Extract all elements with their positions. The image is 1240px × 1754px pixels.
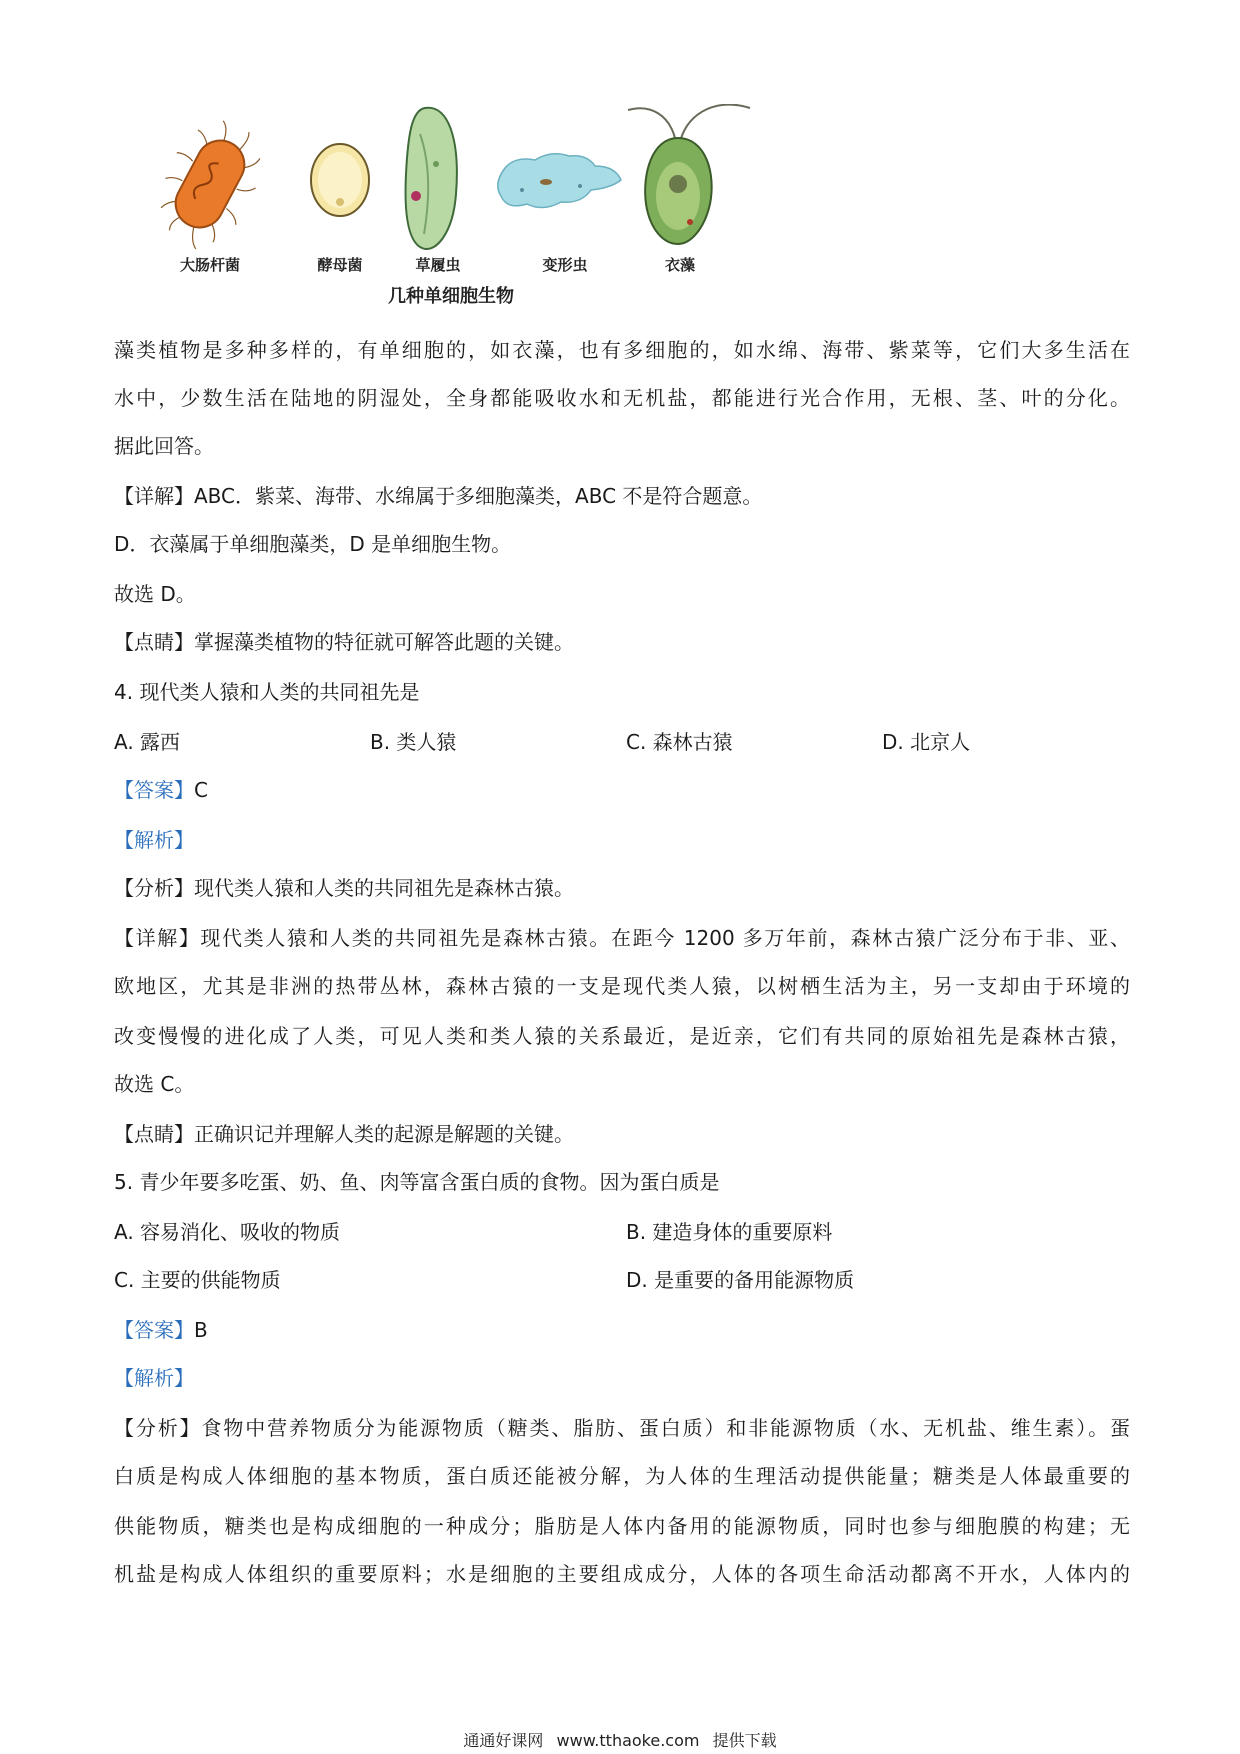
option-d: D. 是重要的备用能源物质 (626, 1268, 855, 1292)
answer-value: B (194, 1318, 208, 1342)
yeast-illustration (311, 144, 369, 216)
organism-label-amoeba: 变形虫 (542, 256, 588, 274)
tip-text: 【点睛】正确识记并理解人类的起源是解题的关键。 (114, 1122, 574, 1146)
organism-label-yeast: 酵母菌 (317, 256, 363, 274)
detail-text: D．衣藻属于单细胞藻类，D 是单细胞生物。 (114, 532, 512, 556)
analysis-tag: 【解析】 (114, 1366, 194, 1390)
choice-conclusion: 故选 C。 (114, 1072, 195, 1096)
organism-label-e-coli: 大肠杆菌 (179, 256, 241, 274)
paragraph-line: 藻类植物是多种多样的，有单细胞的，如衣藻，也有多细胞的，如水绵、海带、紫菜等，它们大多生活在 (114, 338, 1130, 362)
detail-text: 【详解】ABC．紫菜、海带、水绵属于多细胞藻类，ABC 不是符合题意。 (114, 484, 763, 508)
option-b: B. 建造身体的重要原料 (626, 1220, 833, 1244)
option-a: A. 露西 (114, 730, 181, 754)
answer-line (114, 1316, 208, 1344)
footer-action: 提供下载 (712, 1731, 777, 1750)
organism-label-chlamydomonas: 衣藻 (664, 256, 696, 274)
organism-label-paramecium: 草履虫 (415, 256, 461, 274)
tip-text: 【点睛】掌握藻类植物的特征就可解答此题的关键。 (114, 630, 574, 654)
option-b: B. 类人猿 (370, 730, 457, 754)
answer-tag: 【答案】 (114, 778, 194, 802)
answer-tag: 【答案】 (114, 1318, 194, 1342)
figure-caption: 几种单细胞生物 (388, 286, 514, 307)
detail-text: 欧地区，尤其是非洲的热带丛林，森林古猿的一支是现代类人猿，以树栖生活为主，另一支却由于环境的 (114, 974, 1130, 998)
footer-url[interactable]: www.tthaoke.com (556, 1731, 700, 1750)
paragraph-line: 水中，少数生活在陆地的阴湿处，全身都能吸收水和无机盐，都能进行光合作用，无根、茎、叶的分化。 (114, 386, 1130, 410)
detail-text: 【详解】现代类人猿和人类的共同祖先是森林古猿。在距今 1200 多万年前，森林古猿广泛分布于非、亚、 (114, 926, 1130, 950)
analysis-text: 【分析】食物中营养物质分为能源物质（糖类、脂肪、蛋白质）和非能源物质（水、无机盐、维生素）。蛋 (114, 1416, 1130, 1440)
analysis-text: 机盐是构成人体组织的重要原料；水是细胞的主要组成成分，人体的各项生命活动都离不开水，人体内的 (114, 1562, 1130, 1586)
choice-conclusion: 故选 D。 (114, 582, 196, 606)
analysis-tag: 【解析】 (114, 828, 194, 852)
answer-value: C (194, 778, 208, 802)
analysis-text: 供能物质，糖类也是构成细胞的一种成分；脂肪是人体内备用的能源物质，同时也参与细胞膜的构建；无 (114, 1514, 1130, 1538)
option-a: A. 容易消化、吸收的物质 (114, 1220, 341, 1244)
e-coli-illustration (150, 107, 277, 254)
paragraph-line: 据此回答。 (114, 434, 214, 458)
organisms-figure (150, 104, 870, 307)
analysis-text: 白质是构成人体细胞的基本物质，蛋白质还能被分解，为人体的生理活动提供能量；糖类是人体最重要的 (114, 1464, 1130, 1488)
option-c: C. 森林古猿 (626, 730, 733, 754)
question-stem: 5. 青少年要多吃蛋、奶、鱼、肉等富含蛋白质的食物。因为蛋白质是 (114, 1170, 720, 1194)
footer-site-name: 通通好课网 (463, 1731, 544, 1750)
option-d: D. 北京人 (882, 730, 971, 754)
paramecium-illustration (406, 108, 457, 249)
organisms-illustration (150, 104, 870, 254)
detail-text: 改变慢慢的进化成了人类，可见人类和类人猿的关系最近，是近亲，它们有共同的原始祖先是森林古猿， (114, 1024, 1130, 1048)
answer-line (114, 776, 208, 804)
question-stem: 4. 现代类人猿和人类的共同祖先是 (114, 680, 420, 704)
chlamydomonas-illustration (628, 105, 750, 244)
option-c: C. 主要的供能物质 (114, 1268, 281, 1292)
page-footer (0, 1728, 1240, 1751)
analysis-text: 【分析】现代类人猿和人类的共同祖先是森林古猿。 (114, 876, 574, 900)
amoeba-illustration (498, 154, 621, 208)
